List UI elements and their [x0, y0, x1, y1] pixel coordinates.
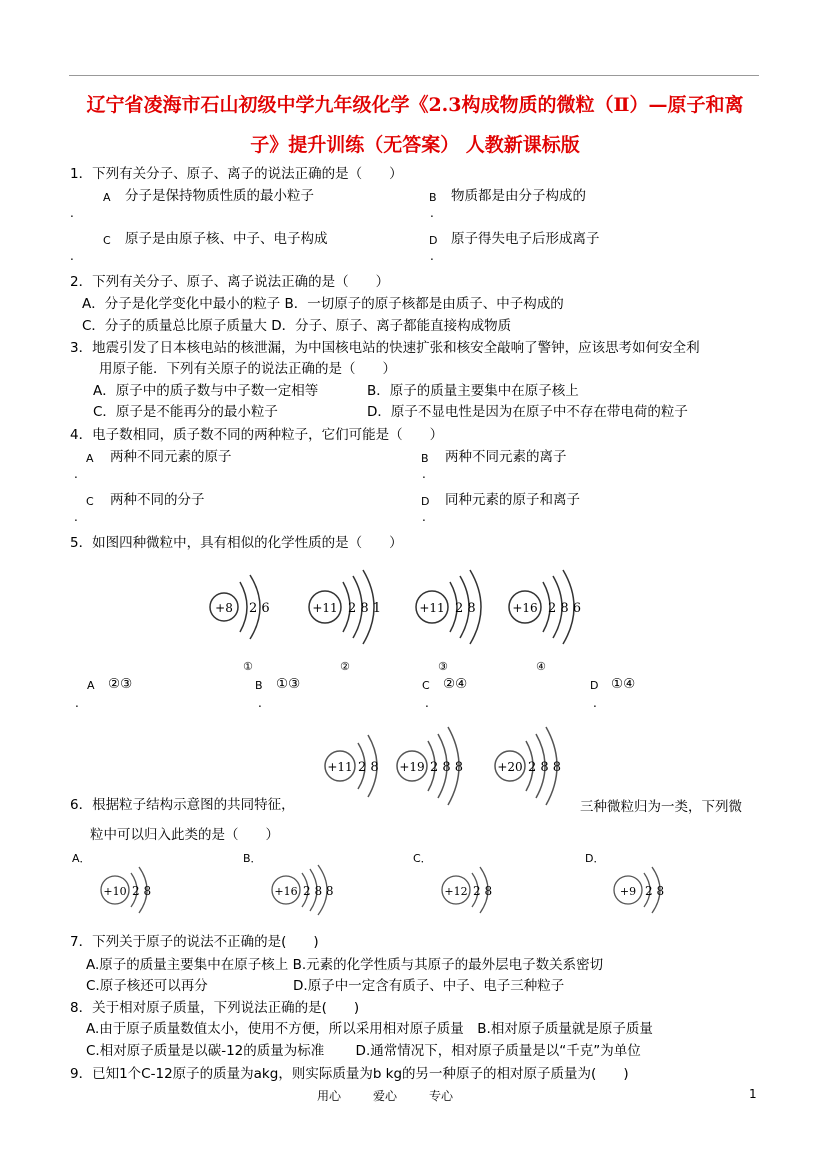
q5-option-c: ②④ [443, 676, 468, 692]
q6-stem1: 6．根据粒子结构示意图的共同特征， [70, 797, 295, 813]
q6-b-letter: B． [243, 852, 262, 865]
footer-word-2: 爱心 [373, 1089, 398, 1103]
q5-dot: . [593, 696, 597, 710]
svg-text:+8: +8 [215, 601, 233, 615]
q6-c-letter: C． [413, 852, 432, 865]
svg-text:2 8: 2 8 [132, 884, 152, 898]
q7-line1: A.原子的质量主要集中在原子核上 B.元素的化学性质与其原子的最外层电子数关系密切 [86, 957, 604, 973]
svg-text:+11: +11 [312, 601, 338, 615]
q4-dot: . [422, 467, 426, 481]
q4-b-letter: B [421, 452, 429, 465]
q3-option-c: C．原子是不能再分的最小粒子 [93, 404, 278, 420]
q4-c-letter: C [86, 495, 94, 508]
q8-stem: 8．关于相对原子质量，下列说法正确的是( ) [70, 1000, 360, 1016]
q4-dot: . [74, 467, 78, 481]
header-rule [69, 75, 759, 76]
q2-stem: 2．下列有关分子、原子、离子说法正确的是（ ） [70, 274, 390, 290]
svg-text:2 8: 2 8 [455, 601, 476, 616]
q4-option-d: 同种元素的原子和离子 [445, 492, 580, 508]
svg-text:+11: +11 [419, 601, 445, 615]
doc-title-line1: 辽宁省凌海市石山初级中学九年级化学《2.3构成物质的微粒（Ⅱ）—原子和离 [86, 94, 744, 116]
q3-option-b: B．原子的质量主要集中在原子核上 [367, 383, 579, 399]
q5-dot: . [425, 696, 429, 710]
q4-option-a: 两种不同元素的原子 [110, 449, 232, 465]
page-number: 1 [749, 1087, 757, 1101]
q1-option-b: 物质都是由分子构成的 [451, 188, 586, 204]
svg-text:2 6: 2 6 [249, 601, 270, 616]
q3-stem2: 用原子能．下列有关原子的说法正确的是（ ） [99, 361, 396, 377]
svg-text:2 8: 2 8 [645, 884, 665, 898]
q3-option-d: D．原子不显电性是因为在原子中不存在带电荷的粒子 [367, 404, 688, 420]
q1-c-letter: C [103, 234, 111, 247]
svg-text:2 8 8: 2 8 8 [303, 884, 334, 898]
q4-stem: 4．电子数相同，质子数不同的两种粒子，它们可能是（ ） [70, 427, 444, 443]
q3-option-a: A．原子中的质子数与中子数一定相等 [93, 383, 319, 399]
q4-a-letter: A [86, 452, 94, 465]
atom-label-2: ② [340, 660, 350, 673]
svg-text:+10: +10 [103, 885, 127, 898]
q6-stem3: 粒中可以归入此类的是（ ） [90, 827, 279, 843]
q5-b-letter: B [255, 679, 263, 692]
svg-text:+12: +12 [444, 885, 468, 898]
footer-word-3: 专心 [429, 1089, 454, 1103]
q1-option-a: 分子是保持物质性质的最小粒子 [125, 188, 314, 204]
atom-diagram-2 [305, 568, 405, 646]
q1-dot: . [70, 249, 74, 263]
q7-stem: 7．下列关于原子的说法不正确的是( ) [70, 934, 319, 950]
svg-text:+16: +16 [512, 601, 538, 615]
q4-dot: . [422, 510, 426, 524]
q4-d-letter: D [421, 495, 430, 508]
q1-dot: . [70, 206, 74, 220]
svg-text:2 8: 2 8 [358, 760, 379, 775]
q8-line1: A.由于原子质量数值太小，使用不方便，所以采用相对原子质量 B.相对原子质量就是原子质量 [86, 1021, 653, 1037]
q5-stem: 5．如图四种微粒中，具有相似的化学性质的是（ ） [70, 535, 403, 551]
svg-text:+16: +16 [274, 885, 298, 898]
q6-option-d-diagram [610, 865, 690, 915]
q5-dot: . [75, 696, 79, 710]
svg-text:+19: +19 [399, 760, 425, 774]
q4-dot: . [74, 510, 78, 524]
q5-option-d: ①④ [611, 676, 636, 692]
q5-option-a: ②③ [108, 676, 133, 692]
q6-option-a-diagram [97, 865, 177, 915]
q5-option-b: ①③ [276, 676, 301, 692]
atom-label-1: ① [243, 660, 253, 673]
atom-label-3: ③ [438, 660, 448, 673]
q6-stem2: 三种微粒归为一类，下列微 [580, 799, 742, 815]
svg-text:2 8 6: 2 8 6 [548, 601, 582, 616]
svg-text:+11: +11 [327, 760, 353, 774]
q1-b-letter: B [429, 191, 437, 204]
svg-text:+9: +9 [619, 885, 637, 898]
atom-label-4: ④ [536, 660, 546, 673]
atom-diagram-3 [412, 568, 497, 646]
q7-line2: C.原子核还可以再分 D.原子中一定含有质子、中子、电子三种粒子 [86, 978, 565, 994]
svg-text:+20: +20 [497, 760, 523, 774]
q5-c-letter: C [422, 679, 430, 692]
q2-line1: A．分子是化学变化中最小的粒子 B．一切原子的原子核都是由质子、中子构成的 [82, 296, 564, 312]
q1-option-d: 原子得失电子后形成离子 [451, 231, 600, 247]
doc-title-line2: 子》提升训练（无答案） 人教新课标版 [250, 134, 580, 156]
q6-a-letter: A． [72, 852, 91, 865]
q1-a-letter: A [103, 191, 111, 204]
atom-diagram-4 [505, 568, 605, 646]
q4-option-b: 两种不同元素的离子 [445, 449, 567, 465]
q1-stem: 1．下列有关分子、原子、离子的说法正确的是（ ） [70, 166, 403, 182]
q1-dot: . [430, 249, 434, 263]
q6-reference-diagram [322, 725, 572, 807]
footer-word-1: 用心 [317, 1089, 342, 1103]
q9-stem: 9．已知1个C-12原子的质量为akg，则实际质量为b kg的另一种原子的相对原子质量为( ) [70, 1066, 629, 1082]
q2-line2: C．分子的质量总比原子质量大 D．分子、原子、离子都能直接构成物质 [82, 318, 512, 334]
q1-d-letter: D [429, 234, 438, 247]
q5-dot: . [258, 696, 262, 710]
q5-d-letter: D [590, 679, 599, 692]
q1-option-c: 原子是由原子核、中子、电子构成 [125, 231, 328, 247]
q6-d-letter: D． [585, 852, 605, 865]
svg-text:2 8: 2 8 [473, 884, 493, 898]
atom-diagram-1 [206, 568, 286, 646]
q6-option-c-diagram [438, 865, 518, 915]
q6-option-b-diagram [268, 865, 358, 915]
q5-a-letter: A [87, 679, 95, 692]
q8-line2: C.相对原子质量是以碳-12的质量为标准 D.通常情况下，相对原子质量是以“千克”为单位 [86, 1043, 641, 1059]
svg-text:2 8 1: 2 8 1 [348, 601, 382, 616]
svg-text:2 8 8: 2 8 8 [528, 760, 562, 775]
q4-option-c: 两种不同的分子 [110, 492, 205, 508]
q1-dot: . [430, 206, 434, 220]
svg-text:2 8 8: 2 8 8 [430, 760, 464, 775]
q3-stem1: 3．地震引发了日本核电站的核泄漏，为中国核电站的快速扩张和核安全敲响了警钟，应该思考如何安全利 [70, 340, 700, 356]
